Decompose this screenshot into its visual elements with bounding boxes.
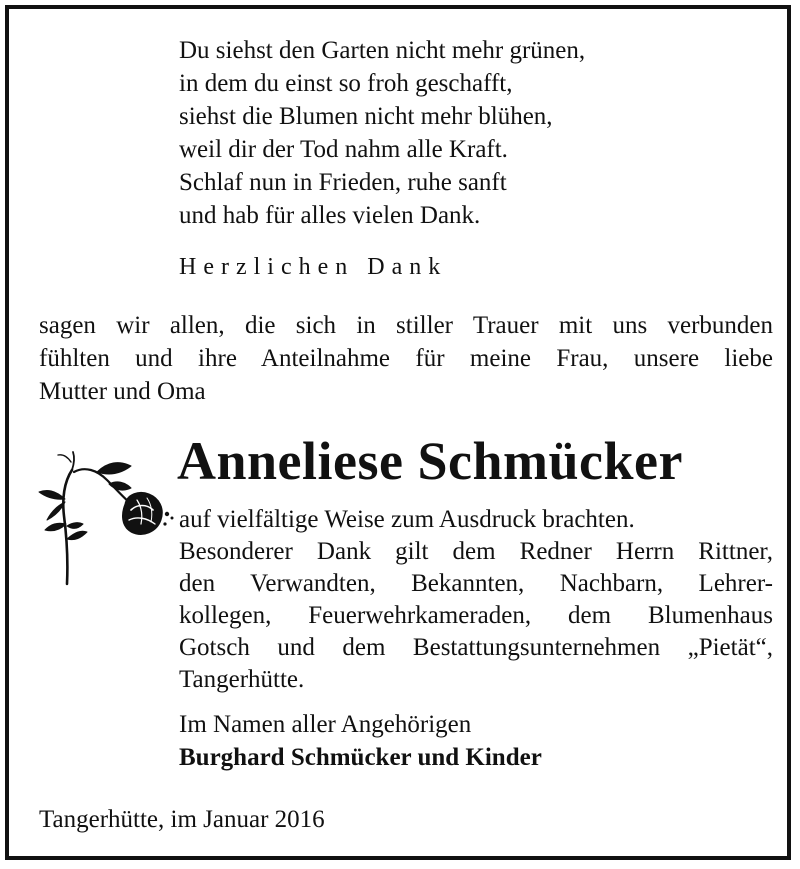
intro-text [39,309,773,408]
place-date: Tangerhütte, im Januar 2016 [39,806,325,833]
body-line: auf vielfältige Weise zum Ausdruck brachten. [179,506,635,533]
body-line: kollegen, Feuerwehrkameraden, dem Blumenhaus [179,602,773,629]
intro-line: Mutter und Oma [39,378,206,405]
body-line: Gotsch und dem Bestattungsunternehmen „Pietät“, [179,634,773,661]
body-line: Tangerhütte. [179,666,305,693]
thanks-heading: Herzlichen Dank [179,254,448,280]
poem [179,34,585,232]
poem-line: in dem du einst so froh geschafft, [179,70,513,97]
poem-line: siehst die Blumen nicht mehr blühen, [179,103,553,130]
rose-icon [27,444,177,589]
poem-line: und hab für alles vielen Dank. [179,202,481,229]
thanks-body [179,504,773,696]
body-line: den Verwandten, Bekannten, Nachbarn, Lehrer- [179,570,773,597]
signature-label: Im Namen aller Angehörigen [179,711,472,738]
intro-line: fühlten und ihre Anteilnahme für meine Frau, unsere liebe [39,345,773,372]
poem-line: Schlaf nun in Frieden, ruhe sanft [179,169,507,196]
deceased-name: Anneliese Schmücker [177,431,683,491]
poem-line: weil dir der Tod nahm alle Kraft. [179,136,508,163]
body-line: Besonderer Dank gilt dem Redner Herrn Rittner, [179,538,773,565]
obituary-notice [5,5,791,860]
intro-line: sagen wir allen, die sich in stiller Trauer mit uns verbunden [39,312,773,339]
poem-line: Du siehst den Garten nicht mehr grünen, [179,37,586,64]
signature-name: Burghard Schmücker und Kinder [179,744,542,771]
